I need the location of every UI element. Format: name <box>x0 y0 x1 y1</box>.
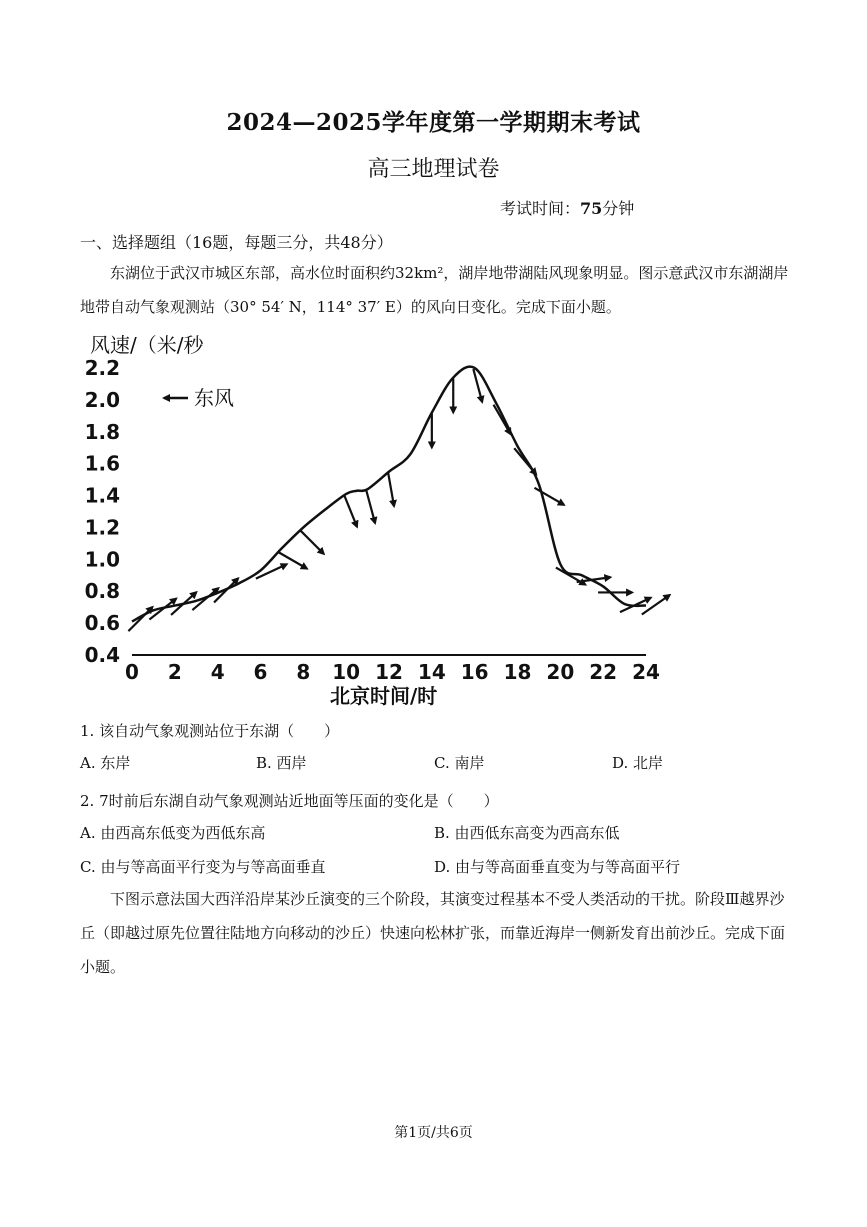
passage-2: 下图示意法国大西洋沿岸某沙丘演变的三个阶段，其演变过程基本不受人类活动的干扰。阶段Ⅲ越界沙丘（即越过原先位置往陆地方向移动的沙丘）快速向松林扩张，而靠近海岸一侧新发育出前沙丘。完成下面小题。 <box>80 890 786 976</box>
q1-option-a[interactable]: A. 东岸 <box>80 754 131 772</box>
x-tick-label: 12 <box>375 660 403 684</box>
exam-time <box>500 196 634 219</box>
q2-option-a[interactable]: A. 由西高东低变为西低东高 <box>80 824 266 842</box>
wind-arrow <box>128 607 152 631</box>
wind-arrow <box>514 448 536 474</box>
wind-arrow <box>534 488 563 505</box>
x-tick-label: 18 <box>503 660 532 684</box>
q1-option-b[interactable]: B. 西岸 <box>256 754 307 772</box>
y-axis-label: 风速/（米/秒 <box>90 333 204 357</box>
page-footer: 第1页/共6页 <box>394 1125 473 1141</box>
x-tick-label: 24 <box>632 660 660 684</box>
exam-time-unit: 分钟 <box>602 199 635 218</box>
y-tick-label: 2.0 <box>84 387 120 412</box>
exam-title: 2024—2025学年度第一学期期末考试 <box>226 109 641 136</box>
y-tick-label: 0.4 <box>84 643 120 667</box>
x-tick-label: 20 <box>546 660 575 684</box>
wind-arrow <box>300 530 324 554</box>
q2-option-c[interactable]: C. 由与等高面平行变为与等高面垂直 <box>80 858 326 876</box>
y-tick-label: 2.2 <box>84 356 120 380</box>
y-tick-label: 0.6 <box>84 611 120 636</box>
x-tick-label: 0 <box>125 660 139 684</box>
y-tick-label: 1.4 <box>84 483 120 508</box>
x-tick-label: 4 <box>210 660 225 684</box>
passage-1: 东湖位于武汉市城区东部，高水位时面积约32km²，湖岸地带湖陆风现象明显。图示意武汉市东湖湖岸地带自动气象观测站（30° 54′ N，114° 37′ E）的风向日变化。完成下面小题。 <box>80 264 789 316</box>
y-tick-label: 1.6 <box>84 451 120 476</box>
x-tick-label: 8 <box>296 660 311 684</box>
wind-arrow <box>494 405 511 434</box>
q1-option-d[interactable]: D. 北岸 <box>612 754 664 772</box>
y-tick-label: 1.8 <box>84 419 120 444</box>
x-tick-label: 6 <box>253 660 268 684</box>
q2-option-d[interactable]: D. 由与等高面垂直变为与等高面平行 <box>434 858 681 876</box>
x-tick-label: 22 <box>589 660 618 684</box>
wind-arrow <box>366 490 375 523</box>
question-2-stem: 2. 7时前后东湖自动气象观测站近地面等压面的变化是（ ） <box>80 792 499 810</box>
wind-chart-svg <box>80 328 680 718</box>
wind-arrow <box>214 578 238 602</box>
wind-arrow <box>171 592 196 615</box>
question-1-stem: 1. 该自动气象观测站位于东湖（ ） <box>80 722 340 740</box>
wind-arrow <box>344 495 357 527</box>
x-tick-label: 14 <box>417 660 446 684</box>
y-tick-label: 1.2 <box>84 515 120 540</box>
y-tick-label: 0.8 <box>84 579 120 604</box>
x-axis-label: 北京时间/时 <box>330 684 438 708</box>
y-tick-label: 1.0 <box>84 547 120 572</box>
exam-subtitle: 高三地理试卷 <box>367 157 500 182</box>
x-tick-label: 2 <box>167 660 182 684</box>
exam-time-label: 考试时间： <box>500 199 581 218</box>
section-heading: 一、选择题组（16题，每题三分，共48分） <box>80 233 393 252</box>
legend-label: 东风 <box>194 386 234 410</box>
x-tick-label: 16 <box>460 660 489 684</box>
wind-arrow <box>192 588 218 610</box>
q1-option-c[interactable]: C. 南岸 <box>434 754 485 772</box>
wind-arrow <box>388 473 394 506</box>
x-tick-label: 10 <box>332 660 361 684</box>
chart-legend <box>164 386 234 410</box>
exam-time-value: 75 <box>580 199 603 218</box>
q2-option-b[interactable]: B. 由西低东高变为西高东低 <box>434 824 620 842</box>
wind-chart <box>80 328 680 718</box>
